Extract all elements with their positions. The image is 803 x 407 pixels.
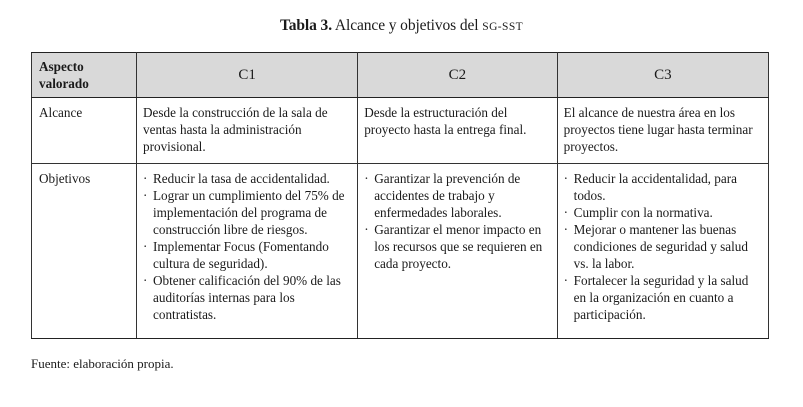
- list-item: · Garantizar el menor impacto en los recursos que se requieren en cada proyecto.: [364, 221, 548, 272]
- list-item: · Implementar Focus (Fomentando cultura de seguridad).: [143, 238, 349, 272]
- objetivos-c2-list: [364, 170, 548, 272]
- list-item: · Mejorar o mantener las buenas condiciones de seguridad y salud vs. la labor.: [564, 221, 760, 272]
- list-item: · Lograr un cumplimiento del 75% de implementación del programa de construcción libre de riesgos.: [143, 187, 349, 238]
- row-label-objetivos: Objetivos: [32, 164, 137, 339]
- list-item: · Garantizar la prevención de accidentes de trabajo y enfermedades laborales.: [364, 170, 548, 221]
- objetivos-c1: [137, 164, 358, 339]
- list-item: · Cumplir con la normativa.: [564, 204, 760, 221]
- header-c3: C3: [557, 53, 768, 98]
- objetivos-c3: [557, 164, 768, 339]
- list-item: · Obtener calificación del 90% de las auditorías internas para los contratistas.: [143, 272, 349, 323]
- table-row-alcance: [32, 98, 769, 164]
- header-aspecto: Aspecto valorado: [32, 53, 137, 98]
- objetivos-c3-list: [564, 170, 760, 323]
- source-note: Fuente: elaboración propia.: [31, 356, 174, 371]
- table-header-row: [32, 53, 769, 98]
- header-c2: C2: [358, 53, 557, 98]
- table-caption: [0, 17, 803, 35]
- alcance-c2: Desde la estructuración del proyecto hasta la entrega final.: [358, 98, 557, 164]
- list-item: · Fortalecer la seguridad y la salud en la organización en cuanto a participación.: [564, 272, 760, 323]
- objectives-table: [31, 52, 769, 339]
- header-c1: C1: [137, 53, 358, 98]
- caption-label: Tabla 3.: [279, 17, 332, 34]
- objetivos-c2: [358, 164, 557, 339]
- objetivos-c1-list: [143, 170, 349, 323]
- alcance-c3: El alcance de nuestra área en los proyectos tiene lugar hasta terminar proyectos.: [557, 98, 768, 164]
- list-item: · Reducir la accidentalidad, para todos.: [564, 170, 760, 204]
- alcance-c1: Desde la construcción de la sala de ventas hasta la administración provisional.: [137, 98, 358, 164]
- row-label-alcance: Alcance: [32, 98, 137, 164]
- caption-acronym: SG-SST: [482, 21, 524, 33]
- table-row-objetivos: [32, 164, 769, 339]
- list-item: · Reducir la tasa de accidentalidad.: [143, 170, 349, 187]
- caption-text: Alcance y objetivos del: [331, 17, 483, 34]
